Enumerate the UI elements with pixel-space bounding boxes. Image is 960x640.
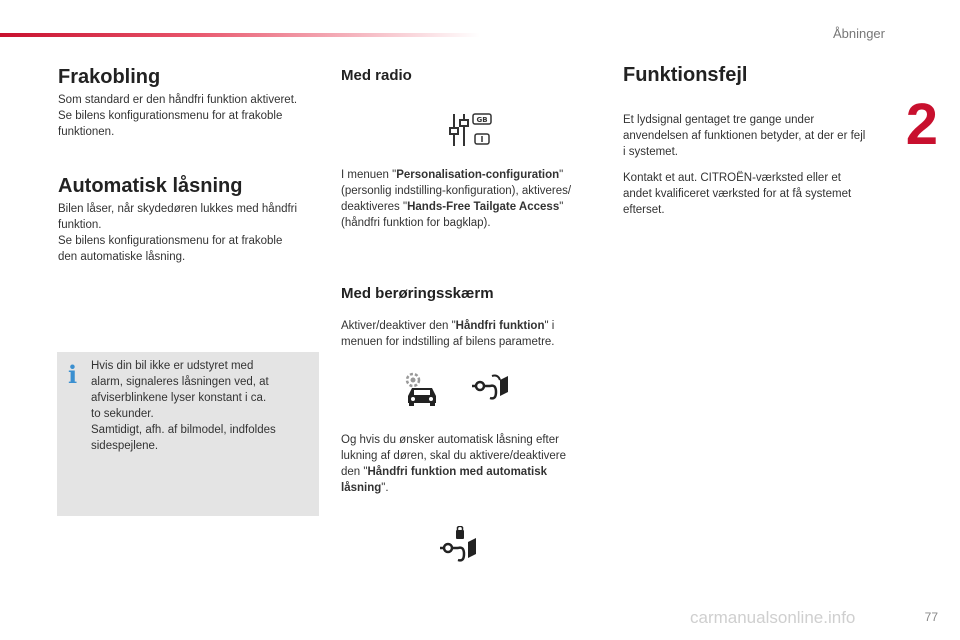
auto-locking-heading: Automatisk låsning (58, 175, 243, 197)
handsfree-tailgate-icon (470, 372, 512, 406)
page-number: 77 (924, 610, 938, 624)
auto-locking-text: Bilen låser, når skydedøren lukkes med håndfri funktion. Se bilens konfigurationsmenu for at frakoble den automatiske låsning. (58, 203, 298, 263)
info-icon: i (68, 360, 78, 389)
section-title: Åbninger (832, 26, 885, 41)
frakobling-text: Som standard er den håndfri funktion aktiveret. Se bilens konfigurationsmenu for at frakoble funktionen. (58, 94, 298, 138)
touchscreen-text: Aktiver/deaktiver den "Håndfri funktion" i menuen for indstilling af bilens parametre. (341, 320, 555, 348)
radio-heading: Med radio (341, 67, 412, 84)
malfunction-text-2: Kontakt et aut. CITROËN-værksted eller et andet kvalificeret værksted for at få systemet efterset. (623, 172, 852, 216)
handsfree-lock-icon (438, 526, 482, 566)
car-settings-icon (402, 370, 442, 408)
gb-label: GB (476, 116, 488, 124)
radio-settings-icon (448, 110, 494, 150)
auto-lock-touch-text: Og hvis du ønsker automatisk låsning efter lukning af døren, skal du aktivere/deaktivere den "Håndfri funktion med automatisk låsning". (341, 434, 567, 494)
malfunction-heading: Funktionsfejl (623, 64, 748, 86)
info-text: Hvis din bil ikke er udstyret med alarm, signaleres låsningen ved, at afviserblinkene lyser konstant i ca. to sekunder. Samtidigt, afh. af bilmodel, indfoldes sidespejlene. (91, 360, 276, 452)
watermark: carmanualsonline.info (690, 608, 856, 627)
radio-text: I menuen "Personalisation-configuration" (personlig indstilling-konfiguration), aktiveres/ deaktiveres "Hands-Free Tailgate Access" (håndfri funktion for bagklap). (341, 169, 572, 229)
malfunction-text-1: Et lydsignal gentaget tre gange under anvendelsen af funktionen betyder, at der er fejl i systemet. (623, 114, 866, 158)
chapter-number: 2 (905, 92, 938, 157)
top-accent-bar (0, 33, 480, 37)
touchscreen-heading: Med berøringsskærm (341, 285, 494, 302)
info-box (57, 352, 319, 516)
frakobling-heading: Frakobling (58, 66, 161, 88)
